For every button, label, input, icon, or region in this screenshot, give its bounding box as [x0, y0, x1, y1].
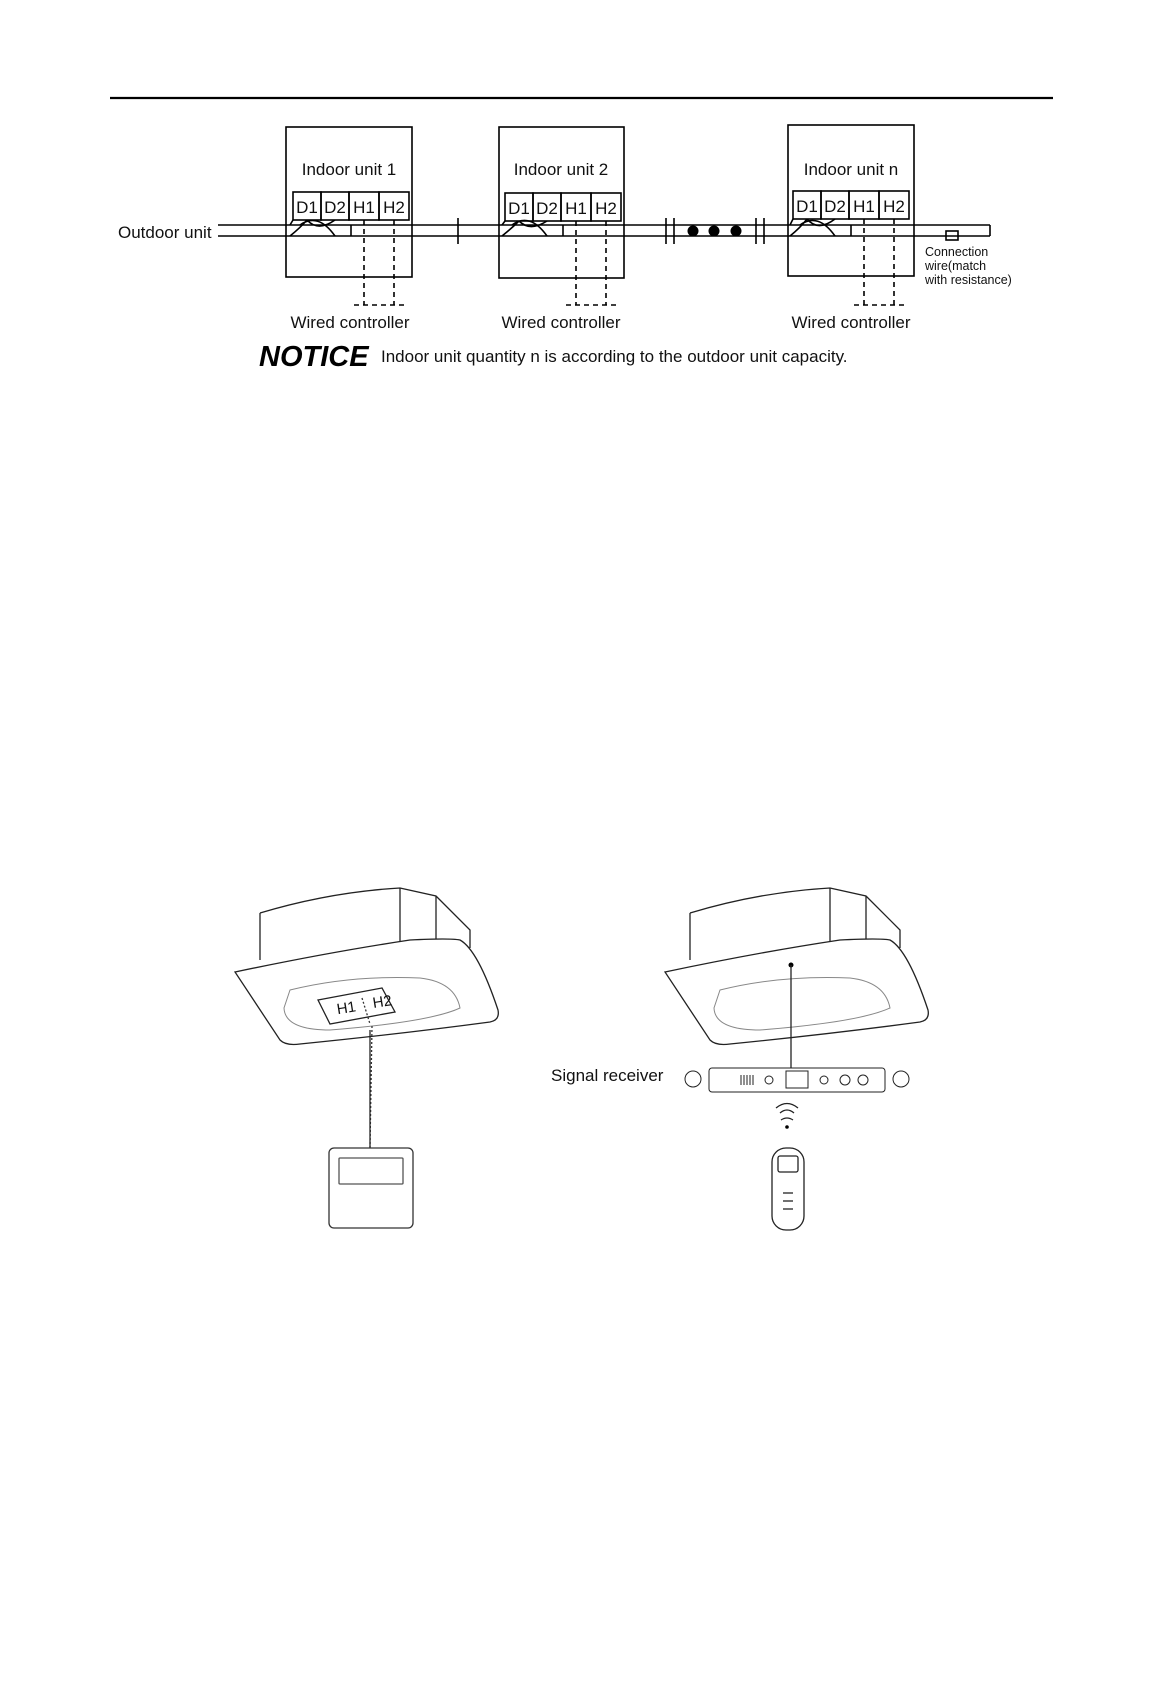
receiver-left-icon: [685, 1071, 701, 1087]
indoor-unit-n-title: Indoor unit n: [803, 160, 899, 179]
connection-wire-note: [924, 245, 1012, 287]
terminal-h1: H1: [853, 197, 875, 216]
wireless-signal-icon: [776, 1104, 798, 1129]
cassette-wired-controller: [235, 888, 498, 1228]
indoor-unit-1: [286, 127, 412, 332]
outdoor-unit-label: Outdoor unit: [118, 223, 212, 242]
connection-wire-line-1: Connection: [925, 245, 989, 259]
signal-receiver-label: Signal receiver: [551, 1066, 664, 1085]
remote-control: [772, 1148, 804, 1230]
terminal-d1: D1: [296, 198, 318, 217]
terminal-h2: H2: [595, 199, 617, 218]
terminal-h1: H1: [353, 198, 375, 217]
signal-receiver-unit: [685, 1068, 909, 1092]
notice-text: Indoor unit quantity n is according to the outdoor unit capacity.: [381, 347, 848, 366]
terminal-h1: H1: [565, 199, 587, 218]
wired-controller-n-label: Wired controller: [791, 313, 911, 332]
connection-wire-line-2: wire(match: [925, 259, 987, 273]
terminal-d2: D2: [824, 197, 846, 216]
terminal-d1: D1: [508, 199, 530, 218]
indoor-unit-1-title: Indoor unit 1: [301, 160, 397, 179]
cassette-panel: [665, 939, 928, 1045]
wired-controller-1-label: Wired controller: [290, 313, 410, 332]
panel-terminal-h1: H1: [335, 998, 358, 1019]
notice-heading: NOTICE: [259, 341, 369, 373]
receiver-right-icon: [893, 1071, 909, 1087]
terminal-d2: D2: [324, 198, 346, 217]
panel-terminal-h2: H2: [371, 992, 394, 1013]
terminal-h2: H2: [383, 198, 405, 217]
wired-controller-2-label: Wired controller: [501, 313, 621, 332]
wired-controller-device: [329, 1148, 413, 1228]
terminal-h2: H2: [883, 197, 905, 216]
wiring-diagram: [118, 125, 1012, 373]
indoor-unit-2: [499, 127, 624, 332]
connection-wire-line-3: with resistance): [925, 273, 1012, 287]
terminal-d2: D2: [536, 199, 558, 218]
terminal-d1: D1: [796, 197, 818, 216]
indoor-unit-n: [788, 125, 914, 332]
indoor-unit-2-title: Indoor unit 2: [513, 160, 609, 179]
cassette-wireless-controller: [551, 888, 928, 1230]
continuation-dots: [688, 226, 742, 237]
